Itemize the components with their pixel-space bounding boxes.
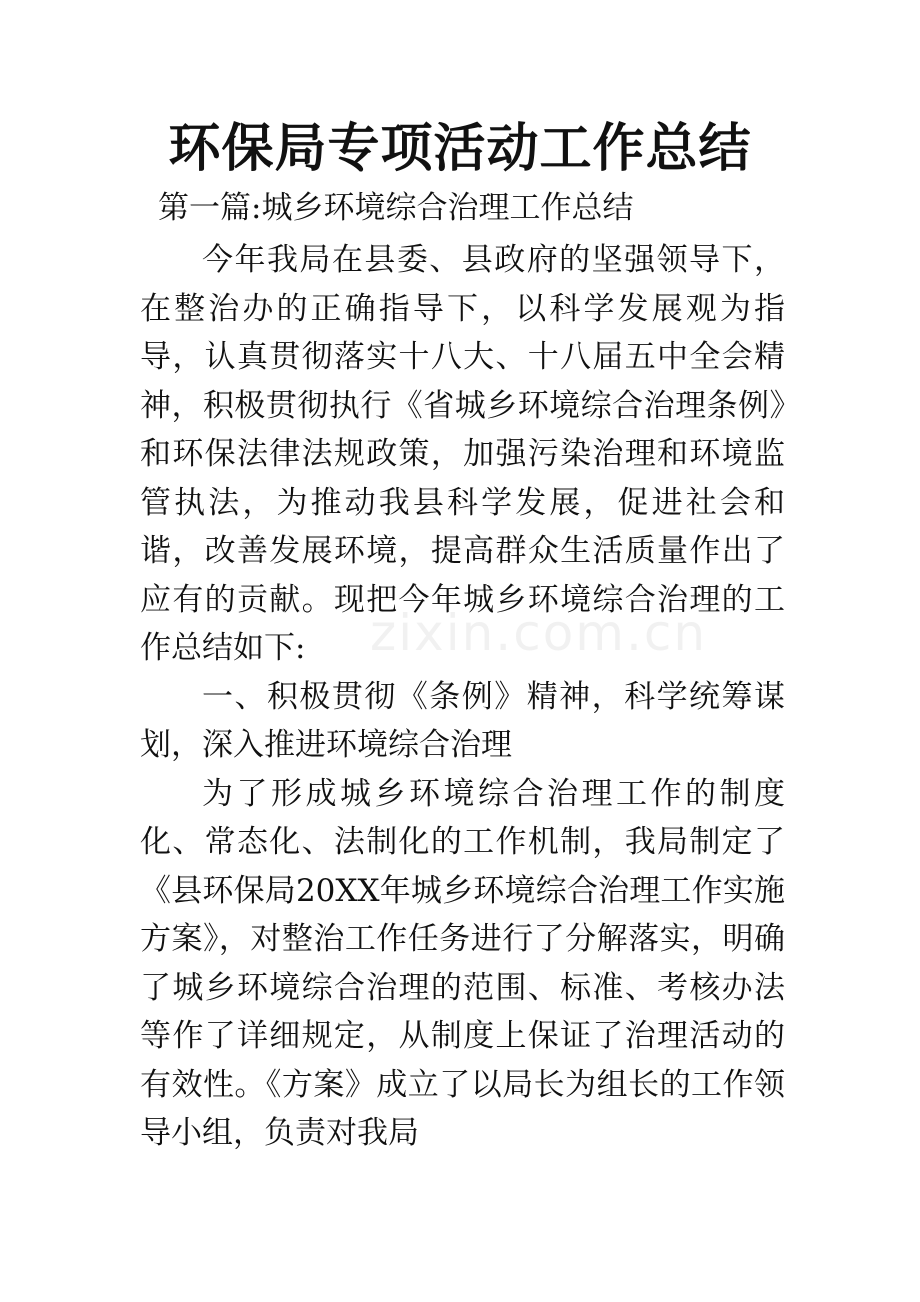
paragraph-intro: 今年我局在县委、县政府的坚强领导下，在整治办的正确指导下，以科学发展观为指导，认真贯彻落实十八大、十八届五中全会精神，积极贯彻执行《省城乡环境综合治理条例》和环保法律法规政策，加强污染治理和环境监管执法，为推动我县科学发展，促进社会和谐，改善发展环境，提高群众生活质量作出了应有的贡献。现把今年城乡环境综合治理的工作总结如下: [140, 242, 785, 666]
paragraph-section-heading: 一、积极贯彻《条例》精神，科学统筹谋划，深入推进环境综合治理 [140, 678, 785, 763]
document-subtitle: 第一篇:城乡环境综合治理工作总结 [158, 190, 634, 226]
document-body [140, 236, 785, 1158]
document-title: 环保局专项活动工作总结 [168, 119, 752, 179]
paragraph-section-body: 为了形成城乡环境综合治理工作的制度化、常态化、法制化的工作机制，我局制定了《县环保局20XX年城乡环境综合治理工作实施方案》，对整治工作任务进行了分解落实，明确了城乡环境综合治理的范围、标准、考核办法等作了详细规定，从制度上保证了治理活动的有效性。《方案》成立了以局长为组长的工作领导小组，负责对我局 [140, 775, 785, 1151]
watermark: zixin.com.cn [370, 604, 708, 662]
